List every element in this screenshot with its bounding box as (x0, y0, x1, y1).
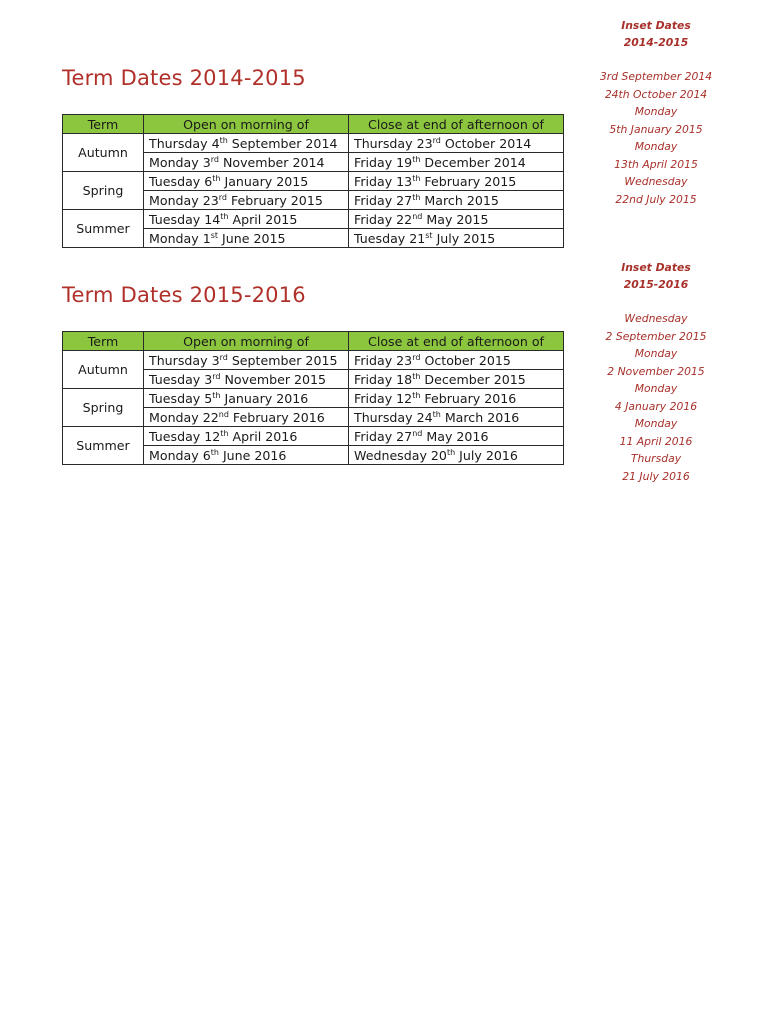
date-ordinal-suffix: th (446, 447, 456, 457)
date-month-year: July 2015 (432, 230, 496, 246)
open-date-cell (144, 446, 349, 465)
date-day: Monday 6 (149, 447, 211, 463)
date-ordinal-suffix: th (412, 371, 421, 381)
date-day: Friday 27 (354, 428, 413, 444)
date-month-year: June 2016 (218, 447, 287, 463)
term-dates-heading-2014-2015: Term Dates 2014-2015 (62, 66, 306, 90)
date-ordinal-suffix: th (219, 135, 228, 145)
inset-date-line: 2 September 2015 (605, 329, 707, 343)
open-date-cell (144, 229, 349, 248)
inset-date-line: Monday (634, 140, 678, 153)
date-ordinal-suffix: th (220, 428, 229, 438)
inset-date-line: Thursday (630, 452, 682, 465)
term-name-cell: Summer (63, 427, 144, 465)
inset-date-line: 5th January 2015 (609, 122, 703, 136)
inset-date-line: 22nd July 2015 (615, 192, 697, 206)
inset-year: 2014-2015 (623, 36, 689, 49)
date-ordinal-suffix: rd (412, 352, 421, 362)
inset-date-line: Wednesday (624, 175, 688, 188)
table-row (63, 427, 564, 446)
date-day: Friday 12 (354, 390, 413, 406)
table-row (63, 172, 564, 191)
date-month-year: February 2016 (420, 390, 517, 406)
header-close: Close at end of afternoon of (349, 332, 564, 351)
date-day: Monday 3 (149, 154, 211, 170)
header-close: Close at end of afternoon of (349, 115, 564, 134)
date-ordinal-suffix: st (210, 230, 219, 240)
date-month-year: April 2015 (228, 211, 298, 227)
date-day: Monday 23 (149, 192, 219, 208)
date-ordinal-suffix: th (412, 390, 421, 400)
header-open: Open on morning of (144, 115, 349, 134)
close-date-cell (349, 389, 564, 408)
close-date-cell (349, 191, 564, 210)
date-month-year: February 2015 (420, 173, 517, 189)
date-ordinal-suffix: rd (210, 154, 219, 164)
header-term: Term (63, 332, 144, 351)
date-month-year: April 2016 (228, 428, 298, 444)
date-ordinal-suffix: rd (212, 371, 221, 381)
close-date-cell (349, 446, 564, 465)
open-date-cell (144, 370, 349, 389)
inset-dates-2014-2015 (588, 17, 724, 208)
table-row (63, 210, 564, 229)
close-date-cell (349, 172, 564, 191)
term-dates-table-2014-2015 (62, 114, 564, 248)
open-date-cell (144, 153, 349, 172)
inset-dates-2015-2016 (588, 259, 724, 485)
date-month-year: September 2014 (227, 135, 338, 151)
term-name-cell: Spring (63, 389, 144, 427)
date-day: Friday 19 (354, 154, 413, 170)
date-day: Tuesday 5 (149, 390, 213, 406)
date-month-year: July 2016 (455, 447, 518, 463)
date-ordinal-suffix: nd (412, 428, 423, 438)
inset-date-line: 13th April 2015 (614, 157, 698, 171)
date-month-year: January 2016 (220, 390, 309, 406)
date-day: Thursday 23 (354, 135, 433, 151)
date-month-year: February 2015 (226, 192, 323, 208)
open-date-cell (144, 210, 349, 229)
date-month-year: May 2016 (422, 428, 489, 444)
inset-title: Inset Dates (621, 19, 691, 32)
close-date-cell (349, 210, 564, 229)
date-month-year: December 2014 (420, 154, 526, 170)
inset-year: 2015-2016 (623, 278, 689, 291)
date-ordinal-suffix: th (212, 390, 221, 400)
table-header-row (63, 115, 564, 134)
header-open: Open on morning of (144, 332, 349, 351)
date-month-year: February 2016 (228, 409, 325, 425)
date-ordinal-suffix: th (210, 447, 219, 457)
table-row (63, 389, 564, 408)
date-day: Tuesday 6 (149, 173, 213, 189)
open-date-cell (144, 427, 349, 446)
date-month-year: June 2015 (218, 230, 286, 246)
open-date-cell (144, 351, 349, 370)
inset-date-line: Wednesday (624, 312, 688, 325)
inset-date-line: Monday (634, 347, 678, 360)
table-row (63, 351, 564, 370)
inset-date-line: 2 November 2015 (607, 364, 705, 378)
header-term: Term (63, 115, 144, 134)
inset-date-line: Monday (634, 417, 678, 430)
date-day: Friday 23 (354, 352, 413, 368)
inset-date-line: 11 April 2016 (619, 434, 693, 448)
date-day: Thursday 3 (149, 352, 220, 368)
date-month-year: November 2014 (218, 154, 325, 170)
open-date-cell (144, 389, 349, 408)
date-ordinal-suffix: nd (218, 409, 229, 419)
date-day: Tuesday 14 (149, 211, 221, 227)
date-month-year: January 2015 (220, 173, 309, 189)
date-month-year: December 2015 (420, 371, 526, 387)
date-day: Monday 22 (149, 409, 219, 425)
date-ordinal-suffix: th (432, 409, 441, 419)
close-date-cell (349, 408, 564, 427)
date-day: Thursday 24 (354, 409, 433, 425)
date-month-year: November 2015 (220, 371, 327, 387)
open-date-cell (144, 191, 349, 210)
inset-date-line: 3rd September 2014 (599, 70, 713, 83)
close-date-cell (349, 427, 564, 446)
term-dates-table-2015-2016 (62, 331, 564, 465)
date-ordinal-suffix: th (212, 173, 221, 183)
close-date-cell (349, 351, 564, 370)
term-name-cell: Autumn (63, 134, 144, 172)
inset-title: Inset Dates (621, 261, 691, 274)
inset-date-line: 21 July 2016 (622, 469, 690, 483)
close-date-cell (349, 153, 564, 172)
date-month-year: October 2015 (420, 352, 511, 368)
date-ordinal-suffix: th (412, 173, 421, 183)
date-day: Wednesday 20 (354, 447, 447, 463)
close-date-cell (349, 370, 564, 389)
inset-date-line: Monday (634, 382, 678, 395)
open-date-cell (144, 134, 349, 153)
open-date-cell (144, 172, 349, 191)
close-date-cell (349, 229, 564, 248)
inset-date-line: 4 January 2016 (614, 399, 698, 413)
table-row (63, 134, 564, 153)
date-month-year: March 2016 (440, 409, 520, 425)
date-ordinal-suffix: st (425, 230, 433, 240)
date-day: Friday 18 (354, 371, 413, 387)
term-name-cell: Summer (63, 210, 144, 248)
date-ordinal-suffix: th (412, 154, 421, 164)
date-ordinal-suffix: th (220, 211, 229, 221)
date-day: Friday 22 (354, 211, 413, 227)
inset-date-line: Monday (634, 105, 678, 118)
date-ordinal-suffix: rd (219, 352, 228, 362)
table-header-row (63, 332, 564, 351)
date-ordinal-suffix: th (412, 192, 421, 202)
date-day: Tuesday 12 (149, 428, 221, 444)
term-dates-heading-2015-2016: Term Dates 2015-2016 (62, 283, 306, 307)
date-ordinal-suffix: rd (432, 135, 441, 145)
date-month-year: March 2015 (420, 192, 499, 208)
inset-date-line: 24th October 2014 (604, 87, 708, 101)
date-ordinal-suffix: rd (218, 192, 227, 202)
date-month-year: October 2014 (440, 135, 532, 151)
open-date-cell (144, 408, 349, 427)
date-month-year: September 2015 (227, 352, 338, 368)
date-day: Thursday 4 (149, 135, 220, 151)
date-day: Friday 27 (354, 192, 413, 208)
date-day: Monday 1 (149, 230, 211, 246)
date-ordinal-suffix: nd (412, 211, 423, 221)
term-name-cell: Autumn (63, 351, 144, 389)
date-day: Tuesday 3 (149, 371, 213, 387)
date-day: Friday 13 (354, 173, 413, 189)
close-date-cell (349, 134, 564, 153)
date-day: Tuesday 21 (354, 230, 426, 246)
term-name-cell: Spring (63, 172, 144, 210)
date-month-year: May 2015 (422, 211, 489, 227)
